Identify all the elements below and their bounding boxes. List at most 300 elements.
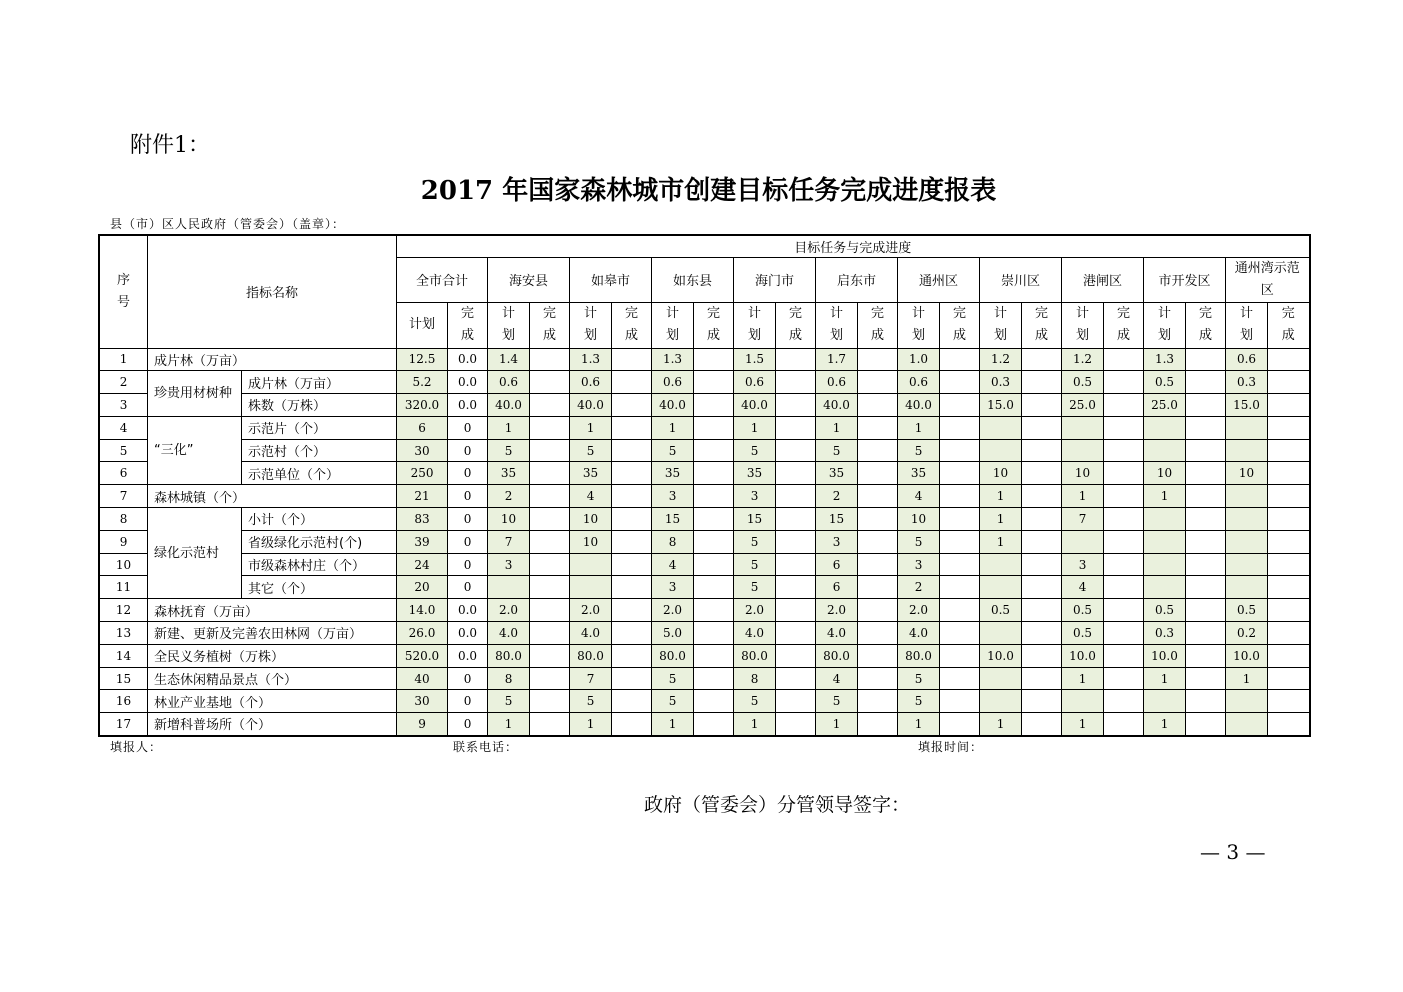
done-value: [612, 713, 652, 736]
plan-value: 1: [570, 713, 612, 736]
plan-value: 1: [1062, 485, 1104, 508]
plan-value: 3: [652, 485, 694, 508]
plan-value: 40.0: [652, 394, 694, 417]
plan-value: 40.0: [488, 394, 530, 417]
plan-value: 0.3: [1226, 371, 1268, 394]
plan-value: [1226, 485, 1268, 508]
row-seq: 15: [99, 667, 148, 690]
row-seq: 11: [99, 576, 148, 599]
header-district: 全市合计: [397, 257, 488, 302]
row-indicator-name: 其它（个）: [242, 576, 397, 599]
plan-value: 5: [652, 439, 694, 462]
done-value: [1104, 576, 1144, 599]
done-value: [612, 530, 652, 553]
done-value: [694, 644, 734, 667]
phone-label: 联系电话：: [453, 740, 519, 754]
header-done: 完成: [530, 302, 570, 348]
header-plan: 计划: [488, 302, 530, 348]
done-value: [694, 713, 734, 736]
done-value: [940, 508, 980, 531]
header-indicator-name: 指标名称: [148, 235, 397, 348]
done-value: [858, 371, 898, 394]
plan-value: 0.6: [1226, 348, 1268, 371]
plan-value: 8: [734, 667, 776, 690]
done-value: [1268, 644, 1310, 667]
plan-value: 4.0: [488, 622, 530, 645]
header-plan: 计划: [397, 302, 448, 348]
row-indicator-name: 市级森林村庄（个）: [242, 553, 397, 576]
done-value: [776, 713, 816, 736]
done-value: [1022, 553, 1062, 576]
done-value: [694, 416, 734, 439]
done-value: [1268, 576, 1310, 599]
plan-value: [980, 553, 1022, 576]
plan-value: 2.0: [652, 599, 694, 622]
done-value: [612, 416, 652, 439]
plan-value: 3: [1062, 553, 1104, 576]
done-value: [858, 462, 898, 485]
plan-value: [1144, 576, 1186, 599]
done-value: [1186, 644, 1226, 667]
done-value: [858, 553, 898, 576]
plan-value: 1: [488, 416, 530, 439]
plan-value: 0.5: [1062, 622, 1104, 645]
plan-value: 25.0: [1144, 394, 1186, 417]
row-indicator-name: 生态休闲精品景点（个）: [148, 667, 397, 690]
done-value: [858, 394, 898, 417]
done-value: 0.0: [448, 394, 488, 417]
plan-value: [980, 576, 1022, 599]
plan-value: 14.0: [397, 599, 448, 622]
done-value: 0.0: [448, 348, 488, 371]
plan-value: 4: [652, 553, 694, 576]
progress-table: [98, 234, 1311, 737]
done-value: [940, 416, 980, 439]
plan-value: 2.0: [570, 599, 612, 622]
row-group-name: 绿化示范村: [148, 508, 242, 599]
done-value: [940, 485, 980, 508]
plan-value: 2.0: [734, 599, 776, 622]
plan-value: [980, 622, 1022, 645]
done-value: [1268, 508, 1310, 531]
row-indicator-name: 林业产业基地（个）: [148, 690, 397, 713]
plan-value: 1: [980, 508, 1022, 531]
done-value: 0: [448, 713, 488, 736]
done-value: [1022, 371, 1062, 394]
done-value: [940, 462, 980, 485]
done-value: [1022, 667, 1062, 690]
row-indicator-name: 成片林（万亩）: [242, 371, 397, 394]
plan-value: 1.2: [1062, 348, 1104, 371]
done-value: [858, 622, 898, 645]
plan-value: 10: [1226, 462, 1268, 485]
done-value: [940, 348, 980, 371]
plan-value: [980, 416, 1022, 439]
row-seq: 14: [99, 644, 148, 667]
row-seq: 7: [99, 485, 148, 508]
plan-value: 1.2: [980, 348, 1022, 371]
plan-value: 5: [898, 667, 940, 690]
plan-value: 12.5: [397, 348, 448, 371]
done-value: [530, 622, 570, 645]
plan-value: [1062, 439, 1104, 462]
plan-value: 1.0: [898, 348, 940, 371]
filler-label: 填报人：: [110, 740, 163, 754]
row-indicator-name: 森林城镇（个）: [148, 485, 397, 508]
done-value: 0: [448, 530, 488, 553]
row-indicator-name: 成片林（万亩）: [148, 348, 397, 371]
done-value: [1022, 530, 1062, 553]
plan-value: 2: [488, 485, 530, 508]
row-indicator-name: 新增科普场所（个）: [148, 713, 397, 736]
plan-value: 10.0: [1144, 644, 1186, 667]
plan-value: [1144, 553, 1186, 576]
header-done: 完成: [1104, 302, 1144, 348]
done-value: [776, 530, 816, 553]
table-row: [99, 462, 1310, 485]
done-value: [1104, 485, 1144, 508]
done-value: [858, 690, 898, 713]
done-value: [530, 667, 570, 690]
done-value: [776, 599, 816, 622]
header-district: 启东市: [816, 257, 898, 302]
done-value: 0.0: [448, 599, 488, 622]
done-value: [694, 667, 734, 690]
done-value: [858, 667, 898, 690]
plan-value: 20: [397, 576, 448, 599]
done-value: [1268, 599, 1310, 622]
plan-value: 5: [652, 667, 694, 690]
plan-value: 5: [898, 439, 940, 462]
table-row: [99, 348, 1310, 371]
done-value: [940, 713, 980, 736]
done-value: [940, 622, 980, 645]
plan-value: 1: [652, 713, 694, 736]
plan-value: 10: [570, 508, 612, 531]
table-row: [99, 644, 1310, 667]
table-row: [99, 530, 1310, 553]
plan-value: 1: [898, 416, 940, 439]
done-value: [530, 530, 570, 553]
plan-value: 10.0: [1062, 644, 1104, 667]
header-plan: 计划: [1226, 302, 1268, 348]
row-seq: 17: [99, 713, 148, 736]
plan-value: 250: [397, 462, 448, 485]
done-value: [530, 371, 570, 394]
done-value: [858, 576, 898, 599]
done-value: [1186, 713, 1226, 736]
plan-value: 5.0: [652, 622, 694, 645]
plan-value: 6: [816, 553, 858, 576]
header-district: 通州区: [898, 257, 980, 302]
done-value: [1186, 508, 1226, 531]
plan-value: 1: [1062, 667, 1104, 690]
done-value: [1022, 622, 1062, 645]
plan-value: 35: [734, 462, 776, 485]
plan-value: 21: [397, 485, 448, 508]
done-value: [858, 439, 898, 462]
plan-value: 2.0: [488, 599, 530, 622]
row-indicator-name: 示范村（个）: [242, 439, 397, 462]
plan-value: 2: [816, 485, 858, 508]
row-seq: 4: [99, 416, 148, 439]
plan-value: 7: [570, 667, 612, 690]
plan-value: [1062, 690, 1104, 713]
row-indicator-name: 新建、更新及完善农田林网（万亩）: [148, 622, 397, 645]
done-value: [612, 462, 652, 485]
plan-value: 7: [488, 530, 530, 553]
plan-value: [1226, 530, 1268, 553]
header-plan: 计划: [734, 302, 776, 348]
plan-value: 8: [488, 667, 530, 690]
done-value: [612, 508, 652, 531]
plan-value: 1: [1144, 667, 1186, 690]
plan-value: 5: [570, 439, 612, 462]
plan-value: 5: [734, 690, 776, 713]
header-district: 如皋市: [570, 257, 652, 302]
plan-value: 0.5: [1062, 599, 1104, 622]
header-done: 完成: [1268, 302, 1310, 348]
done-value: [694, 576, 734, 599]
header-district: 崇川区: [980, 257, 1062, 302]
done-value: [1268, 348, 1310, 371]
header-plan: 计划: [1144, 302, 1186, 348]
header-done: 完成: [1186, 302, 1226, 348]
plan-value: 0.3: [1144, 622, 1186, 645]
header-done: 完成: [940, 302, 980, 348]
done-value: [1186, 394, 1226, 417]
plan-value: 80.0: [652, 644, 694, 667]
plan-value: 5: [898, 690, 940, 713]
plan-value: 25.0: [1062, 394, 1104, 417]
done-value: [776, 371, 816, 394]
done-value: [1022, 644, 1062, 667]
table-row: [99, 371, 1310, 394]
done-value: [1186, 439, 1226, 462]
done-value: [1268, 690, 1310, 713]
plan-value: [1144, 690, 1186, 713]
done-value: 0: [448, 439, 488, 462]
plan-value: 5.2: [397, 371, 448, 394]
done-value: [1022, 394, 1062, 417]
signature-label: 政府（管委会）分管领导签字：: [644, 794, 911, 816]
plan-value: 10: [898, 508, 940, 531]
plan-value: 0.3: [980, 371, 1022, 394]
plan-value: 5: [898, 530, 940, 553]
plan-value: 4: [1062, 576, 1104, 599]
done-value: [776, 485, 816, 508]
plan-value: 5: [488, 439, 530, 462]
done-value: [612, 371, 652, 394]
plan-value: 4.0: [816, 622, 858, 645]
done-value: [940, 371, 980, 394]
plan-value: 15: [816, 508, 858, 531]
plan-value: 320.0: [397, 394, 448, 417]
plan-value: 5: [652, 690, 694, 713]
plan-value: 1.3: [1144, 348, 1186, 371]
done-value: [776, 394, 816, 417]
plan-value: 5: [570, 690, 612, 713]
plan-value: 10: [570, 530, 612, 553]
done-value: [1022, 348, 1062, 371]
done-value: [1268, 553, 1310, 576]
row-indicator-name: 株数（万株）: [242, 394, 397, 417]
done-value: [940, 644, 980, 667]
table-row: [99, 690, 1310, 713]
done-value: [940, 530, 980, 553]
plan-value: 30: [397, 690, 448, 713]
plan-value: 1: [898, 713, 940, 736]
plan-value: 80.0: [898, 644, 940, 667]
plan-value: 1.5: [734, 348, 776, 371]
done-value: [1268, 371, 1310, 394]
plan-value: 35: [488, 462, 530, 485]
done-value: [858, 485, 898, 508]
plan-value: 1: [488, 713, 530, 736]
table-row: [99, 713, 1310, 736]
plan-value: 40.0: [570, 394, 612, 417]
header-district: 港闸区: [1062, 257, 1144, 302]
done-value: [1104, 371, 1144, 394]
row-indicator-name: 省级绿化示范村(个): [242, 530, 397, 553]
done-value: [694, 348, 734, 371]
row-indicator-name: 森林抚育（万亩）: [148, 599, 397, 622]
done-value: [858, 508, 898, 531]
done-value: [1022, 508, 1062, 531]
done-value: [1186, 530, 1226, 553]
done-value: [530, 690, 570, 713]
done-value: [530, 644, 570, 667]
done-value: [1186, 690, 1226, 713]
table-row: [99, 553, 1310, 576]
done-value: [1104, 348, 1144, 371]
done-value: [530, 553, 570, 576]
plan-value: 520.0: [397, 644, 448, 667]
page-number: — 3 —: [1200, 840, 1266, 864]
plan-value: 0.6: [816, 371, 858, 394]
done-value: 0: [448, 576, 488, 599]
done-value: [530, 416, 570, 439]
done-value: [1268, 394, 1310, 417]
header-plan: 计划: [1062, 302, 1104, 348]
done-value: [940, 599, 980, 622]
done-value: [694, 462, 734, 485]
done-value: [858, 530, 898, 553]
plan-value: 6: [397, 416, 448, 439]
done-value: [1104, 530, 1144, 553]
header-district: 通州湾示范区: [1226, 257, 1310, 302]
header-plan: 计划: [816, 302, 858, 348]
done-value: 0: [448, 553, 488, 576]
page-title: 2017 年国家森林城市创建目标任务完成进度报表: [420, 176, 997, 206]
done-value: [694, 599, 734, 622]
done-value: 0.0: [448, 371, 488, 394]
done-value: [1104, 394, 1144, 417]
done-value: [612, 439, 652, 462]
header-done: 完成: [694, 302, 734, 348]
done-value: [776, 508, 816, 531]
plan-value: 1: [570, 416, 612, 439]
done-value: [694, 530, 734, 553]
plan-value: 10: [980, 462, 1022, 485]
plan-value: 80.0: [488, 644, 530, 667]
done-value: 0: [448, 667, 488, 690]
done-value: [530, 462, 570, 485]
plan-value: 5: [734, 530, 776, 553]
table-row: [99, 416, 1310, 439]
plan-value: 6: [816, 576, 858, 599]
plan-value: 1.7: [816, 348, 858, 371]
row-group-name: “三化”: [148, 416, 242, 484]
done-value: [1104, 713, 1144, 736]
done-value: [1022, 576, 1062, 599]
done-value: [530, 348, 570, 371]
done-value: [1104, 667, 1144, 690]
plan-value: 5: [734, 439, 776, 462]
plan-value: 1: [980, 485, 1022, 508]
done-value: 0.0: [448, 644, 488, 667]
plan-value: 8: [652, 530, 694, 553]
done-value: [1186, 576, 1226, 599]
done-value: [694, 622, 734, 645]
done-value: [1186, 667, 1226, 690]
plan-value: 1.4: [488, 348, 530, 371]
done-value: [1186, 485, 1226, 508]
plan-value: 2.0: [816, 599, 858, 622]
plan-value: 5: [816, 439, 858, 462]
row-seq: 5: [99, 439, 148, 462]
done-value: 0.0: [448, 622, 488, 645]
done-value: [940, 690, 980, 713]
plan-value: 1: [1226, 667, 1268, 690]
plan-value: [1226, 508, 1268, 531]
done-value: [776, 348, 816, 371]
plan-value: [1226, 416, 1268, 439]
done-value: [1186, 348, 1226, 371]
done-value: [530, 599, 570, 622]
done-value: [530, 576, 570, 599]
done-value: [694, 485, 734, 508]
row-seq: 12: [99, 599, 148, 622]
plan-value: 5: [816, 690, 858, 713]
done-value: [1104, 599, 1144, 622]
done-value: [776, 439, 816, 462]
done-value: [1022, 462, 1062, 485]
plan-value: 4: [816, 667, 858, 690]
done-value: [1268, 667, 1310, 690]
done-value: [694, 371, 734, 394]
header-group: 目标任务与完成进度: [397, 235, 1310, 257]
done-value: [530, 485, 570, 508]
done-value: [1104, 508, 1144, 531]
plan-value: 3: [488, 553, 530, 576]
plan-value: 0.6: [898, 371, 940, 394]
plan-value: [980, 690, 1022, 713]
done-value: [776, 690, 816, 713]
plan-value: [1144, 508, 1186, 531]
plan-value: [1226, 553, 1268, 576]
plan-value: 1: [1062, 713, 1104, 736]
plan-value: 4.0: [898, 622, 940, 645]
plan-value: [980, 667, 1022, 690]
plan-value: 10.0: [980, 644, 1022, 667]
done-value: [776, 553, 816, 576]
row-seq: 13: [99, 622, 148, 645]
plan-value: 15: [652, 508, 694, 531]
done-value: [1186, 462, 1226, 485]
attachment-label: 附件1：: [130, 133, 210, 158]
row-seq: 1: [99, 348, 148, 371]
